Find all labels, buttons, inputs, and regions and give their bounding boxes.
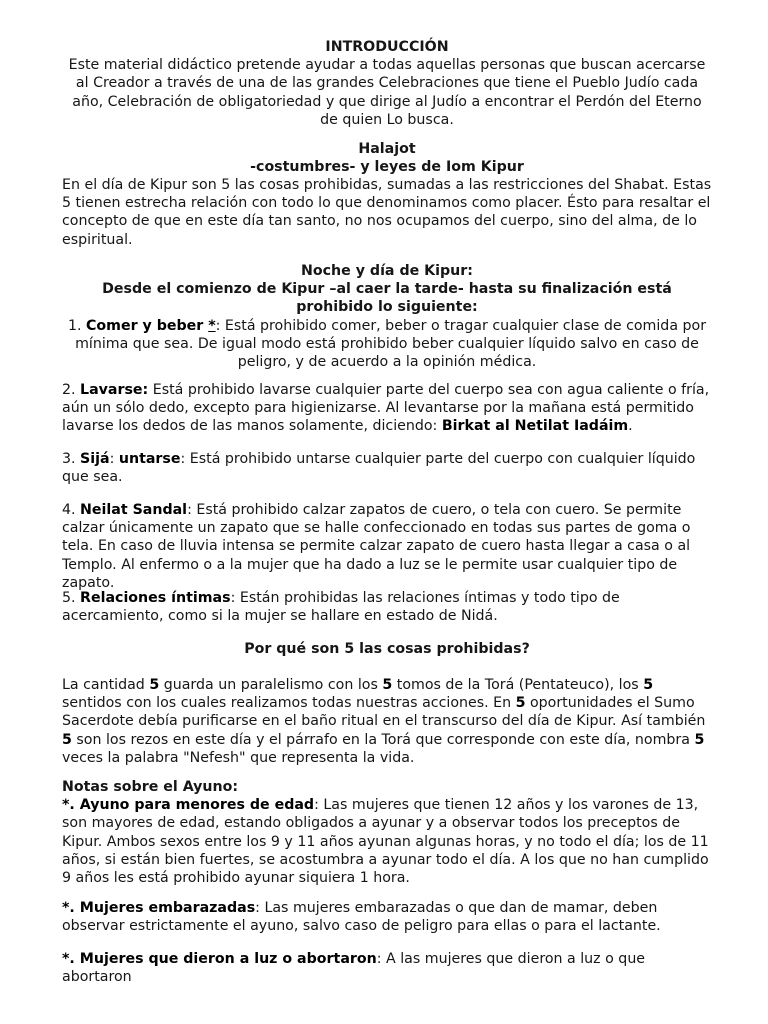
nota-label-2: Mujeres embarazadas <box>79 900 256 916</box>
nota-item-1: *. Ayuno para menores de edad: Las mujeres que tienen 12 años y los varones de 13, son mayores de edad, estando obligados a ayunar y a observar todos los preceptos de Kipur. Ambos sexos entre los 9 y 11 años ayunan algunas horas, y no todo el día; los de 11 años, si están bien fuertes, se acostumbra a ayunar todo el día. A los que no han cumplido 9 años les está prohibido ayunar siquiera 1 hora. <box>62 797 709 887</box>
noche-title: Noche y día de Kipur: <box>301 263 473 279</box>
rule-label-4: Neilat Sandal <box>80 502 188 518</box>
notas-section <box>62 778 712 887</box>
halajot-section <box>62 140 712 176</box>
rule-label-2: Lavarse: <box>80 382 149 398</box>
halajot-body-block <box>62 176 712 249</box>
intro-body: Este material didáctico pretende ayudar a todas aquellas personas que buscan acercarse al Creador a través de una de las grandes Celebraciones que tiene el Pueblo Judío cada año, Celebración de obligatoriedad y que dirige al Judío a encontrar el Perdón del Eterno de quien Lo busca. <box>68 57 706 128</box>
halajot-body: En el día de Kipur son 5 las cosas prohibidas, sumadas a las restricciones del Shabat. Estas 5 tienen estrecha relación con todo lo que denominamos como placer. Ésto para resaltar el concepto de que en este día tan santo, no nos ocupamos del cuerpo, sino del alma, de lo espiritual. <box>62 177 712 248</box>
asterisk-note-link[interactable]: * <box>208 317 216 334</box>
porque-title: Por qué son 5 las cosas prohibidas? <box>244 641 530 657</box>
noche-subtitle: Desde el comienzo de Kipur –al caer la tarde- hasta su finalización está prohibido lo siguiente: <box>102 281 672 316</box>
rule-label-5: Relaciones íntimas <box>80 590 231 606</box>
intro-section <box>62 38 712 129</box>
porque-body: La cantidad 5 guarda un paralelismo con los 5 tomos de la Torá (Pentateuco), los 5 sentidos con los cuales realizamos todas nuestras acciones. En 5 oportunidades el Sumo Sacerdote debía purificarse en el baño ritual en el transcurso del día de Kipur. Así también 5 son los rezos en este día y el párrafo en la Torá que corresponde con este día, nombra 5 veces la palabra "Nefesh" que representa la vida. <box>62 677 706 766</box>
rule-label-3: Sijá <box>80 451 110 467</box>
nota-label-3: Mujeres que dieron a luz o abortaron <box>79 951 377 967</box>
rule-item-2: 2. Lavarse: Está prohibido lavarse cualquier parte del cuerpo sea con agua caliente o fría, aún un sólo dedo, excepto para higienizarse. Al levantarse por la mañana está permitido lavarse los dedos de las manos solamente, diciendo: Birkat al Netilat Iadáim. <box>62 382 710 435</box>
rule-label-1: Comer y beber <box>86 317 209 334</box>
rule-item-4: 4. Neilat Sandal: Está prohibido calzar zapatos de cuero, o tela con cuero. Se permite calzar únicamente un zapato que se halle confeccionado en todas sus partes de goma o tela. En caso de lluvia intensa se permite calzar zapato de cuero hasta llegar a casa o al Templo. Al enfermo o a la mujer que ha dado a luz se le permite usar cualquier tipo de zapato. <box>62 502 691 591</box>
nota-item-3: *. Mujeres que dieron a luz o abortaron: A las mujeres que dieron a luz o que abortaron <box>62 951 646 986</box>
intro-title: INTRODUCCIÓN <box>325 39 449 55</box>
rule-item-1: 1. Comer y beber *: Está prohibido comer, beber o tragar cualquier clase de comida por mínima que sea. De igual modo está prohibido beber cualquier líquido salvo en caso de peligro, y de acuerdo a la opinión médica. <box>67 317 707 371</box>
rule-item-3: 3. Sijá: untarse: Está prohibido untarse cualquier parte del cuerpo con cualquier líquido que sea. <box>62 451 696 486</box>
notas-title: Notas sobre el Ayuno: <box>62 779 239 795</box>
rule-item-5: 5. Relaciones íntimas: Están prohibidas las relaciones íntimas y todo tipo de acercamiento, como si la mujer se hallare en estado de Nidá. <box>62 590 620 625</box>
halajot-subtitle: -costumbres- y leyes de Iom Kipur <box>250 159 524 176</box>
porque-heading-block <box>62 640 712 658</box>
nota-label-1: Ayuno para menores de edad <box>79 797 315 814</box>
halajot-title: Halajot <box>358 141 416 157</box>
nota-item-2: *. Mujeres embarazadas: Las mujeres embarazadas o que dan de mamar, deben observar estrictamente el ayuno, salvo caso de peligro para ellas o para el lactante. <box>62 900 661 935</box>
noche-section <box>62 262 712 371</box>
